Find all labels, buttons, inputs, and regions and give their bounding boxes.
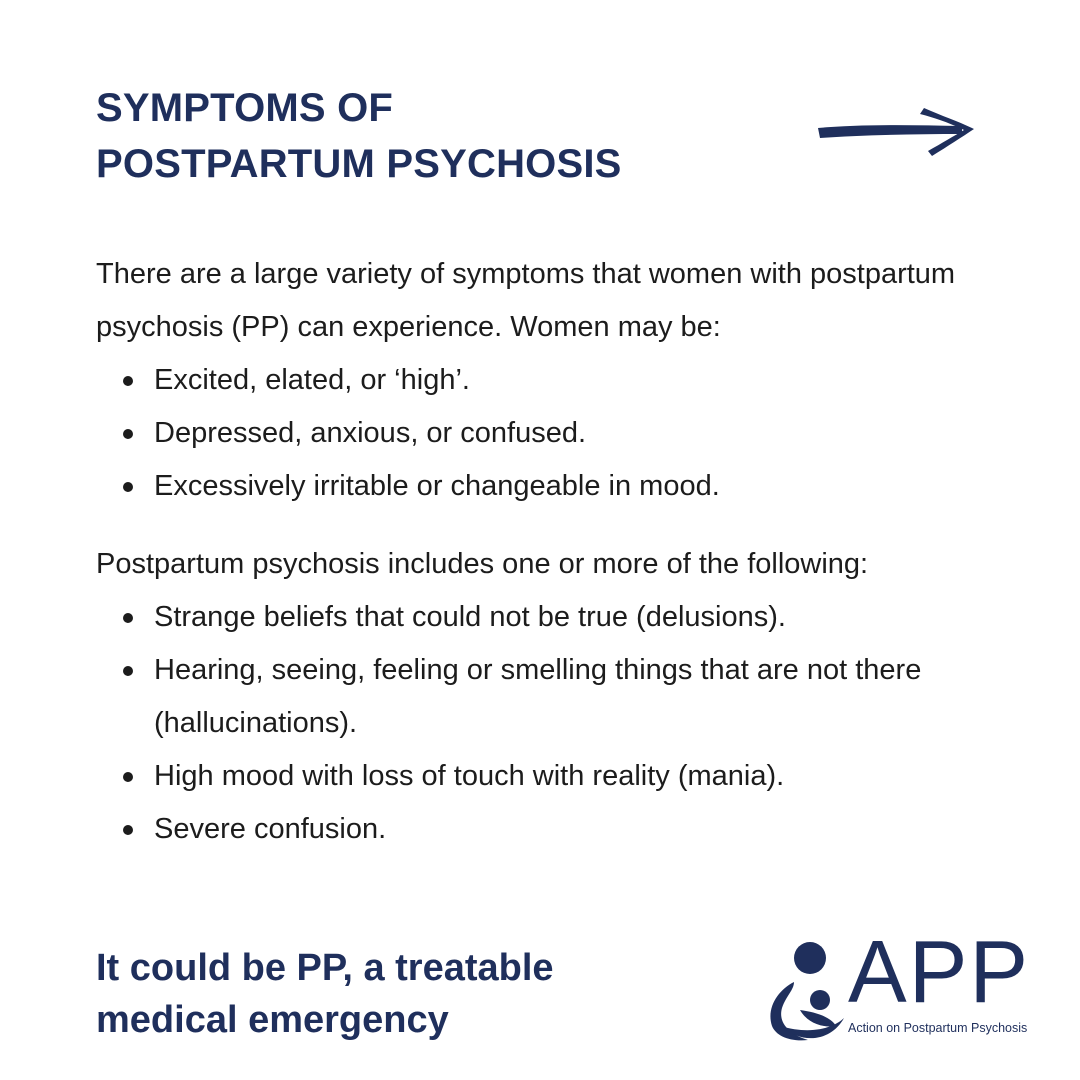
arrow-right-icon	[812, 104, 980, 160]
symptoms-content	[96, 248, 1016, 856]
list-item: Excited, elated, or ‘high’.	[96, 354, 1016, 407]
footer-line-2: medical emergency	[96, 999, 449, 1041]
list-item: Strange beliefs that could not be true (delusions).	[96, 591, 1016, 644]
logo-tagline: Action on Postpartum Psychosis	[848, 1021, 1028, 1035]
title-line-1: SYMPTOMS OF	[96, 86, 394, 130]
page-title	[96, 80, 622, 192]
footer-line-1: It could be PP, a treatable	[96, 947, 554, 989]
footer-message	[96, 942, 554, 1046]
psychosis-paragraph: Postpartum psychosis includes one or more of the following:	[96, 548, 869, 580]
list-item: Severe confusion.	[96, 803, 1016, 856]
list-item: Depressed, anxious, or confused.	[96, 407, 1016, 460]
list-item: High mood with loss of touch with reality (mania).	[96, 750, 1016, 803]
mother-baby-logo-icon	[764, 930, 854, 1050]
intro-symptom-list	[96, 354, 1016, 513]
app-logo	[764, 922, 1044, 1050]
title-line-2: POSTPARTUM PSYCHOSIS	[96, 142, 622, 186]
psychosis-symptom-list	[96, 591, 1016, 856]
list-item: Hearing, seeing, feeling or smelling things that are not there (hallucinations).	[96, 644, 1016, 750]
list-item: Excessively irritable or changeable in mood.	[96, 460, 1016, 513]
logo-letters: APP	[848, 922, 1031, 1021]
intro-paragraph: There are a large variety of symptoms that women with postpartum psychosis (PP) can experience. Women may be:	[96, 258, 956, 343]
spacer	[96, 513, 1016, 538]
